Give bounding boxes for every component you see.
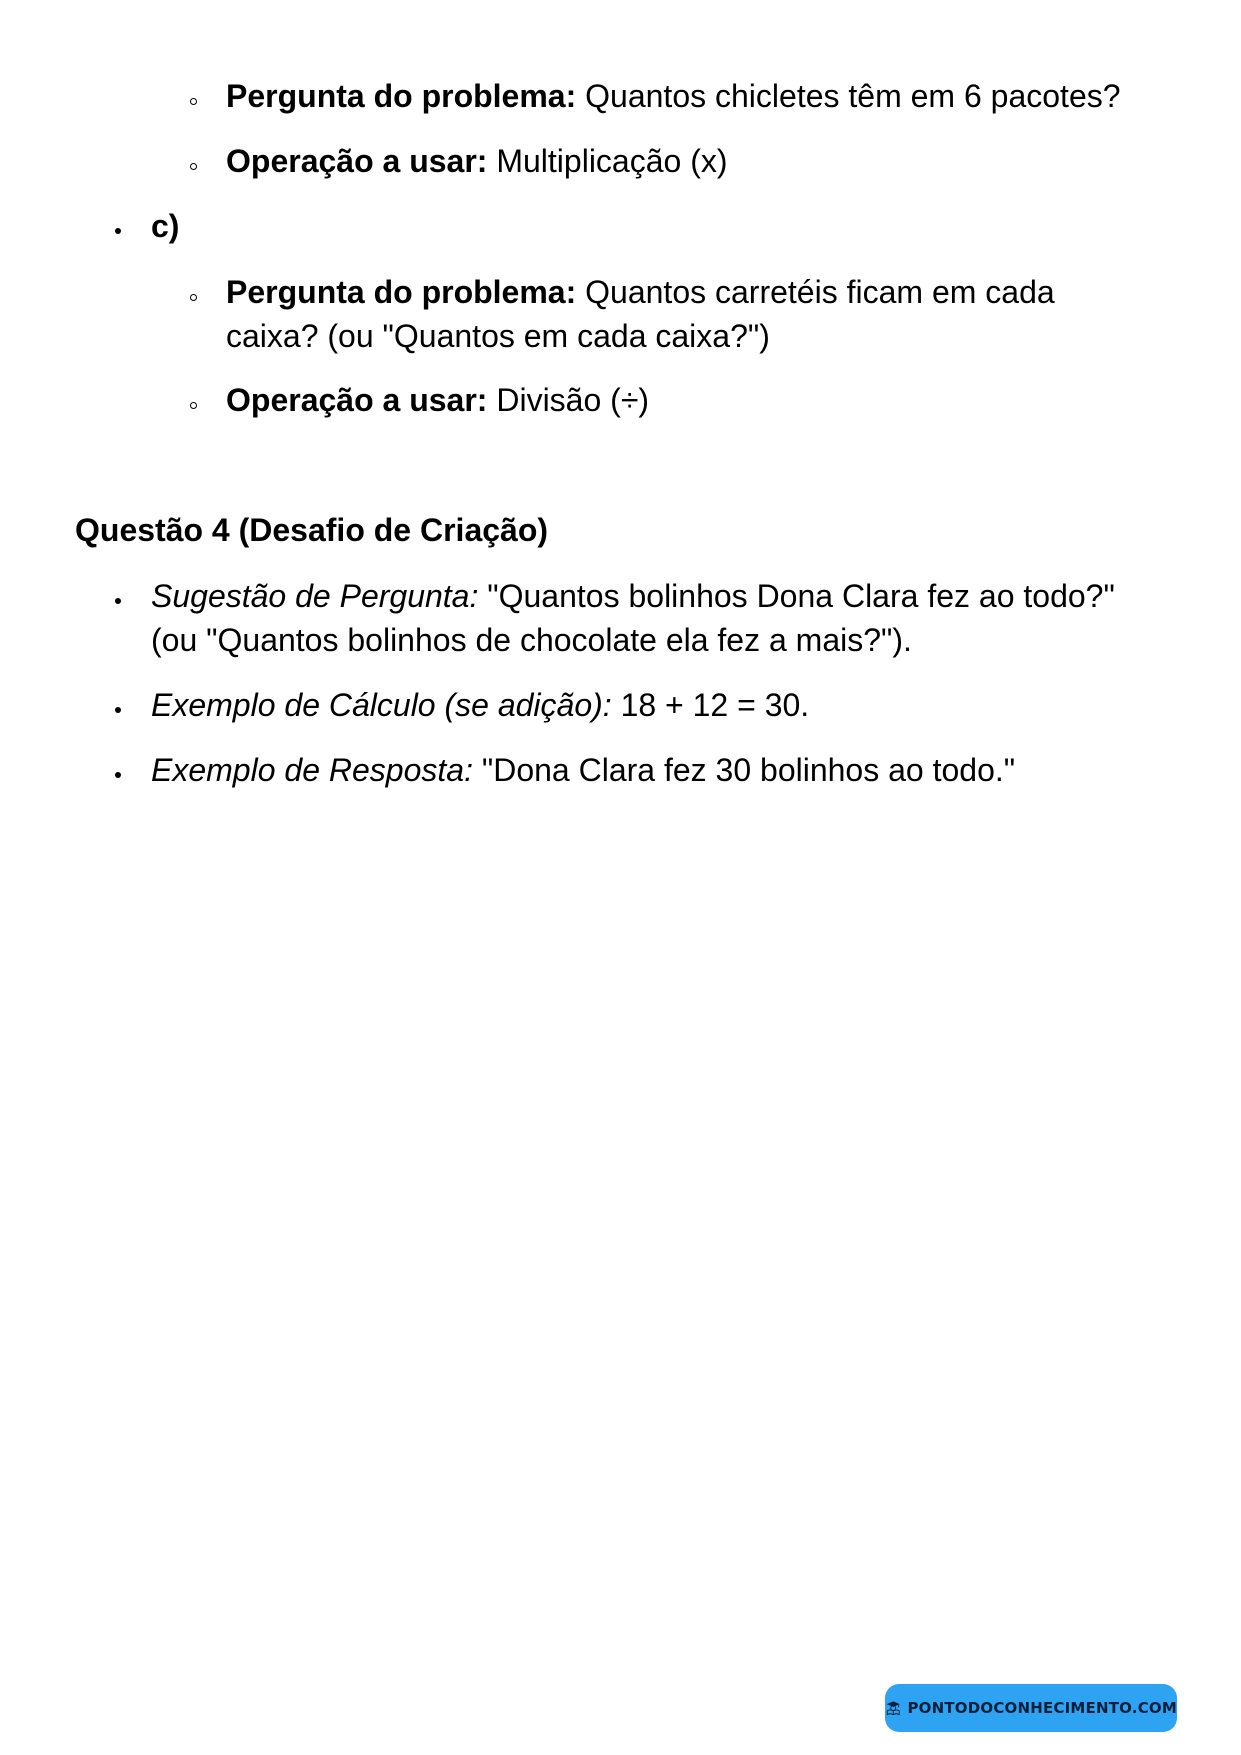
item-resposta [151, 748, 1015, 792]
operation-label: Operação a usar: [226, 143, 488, 179]
operation-text: Multiplicação (x) [487, 143, 728, 179]
sub-bullet-marker [190, 402, 197, 409]
sub-item-question-c-continued: caixa? (ou "Quantos em cada caixa?") [226, 318, 770, 354]
sub-item-question-c [226, 270, 1055, 314]
graduate-book-icon [885, 1693, 901, 1723]
question-label: Pergunta do problema: [226, 274, 577, 310]
sugestao-label: Sugestão de Pergunta: [151, 578, 479, 614]
question-label: Pergunta do problema: [226, 78, 577, 114]
item-c-label: c) [151, 208, 180, 244]
item-sugestao [151, 574, 1115, 618]
resposta-text: "Dona Clara fez 30 bolinhos ao todo." [472, 752, 1016, 788]
bullet-marker [115, 598, 121, 604]
sugestao-text: "Quantos bolinhos Dona Clara fez ao todo?" [478, 578, 1115, 614]
question-text: Quantos chicletes têm em 6 pacotes? [576, 78, 1121, 114]
sub-item-operation-c [226, 378, 649, 422]
item-sugestao-continued: (ou "Quantos bolinhos de chocolate ela fez a mais?"). [151, 622, 912, 658]
badge-text: PONTODOCONHECIMENTO.COM [907, 1699, 1177, 1717]
sub-item-operation-a [226, 139, 728, 183]
item-calculo [151, 683, 809, 727]
section-heading: Questão 4 (Desafio de Criação) [75, 512, 549, 548]
bullet-marker [115, 228, 121, 234]
operation-label: Operação a usar: [226, 382, 488, 418]
question-text: Quantos carretéis ficam em cada [576, 274, 1055, 310]
calculo-label: Exemplo de Cálculo (se adição): [151, 687, 612, 723]
calculo-text: 18 + 12 = 30. [611, 687, 810, 723]
site-badge-link[interactable] [885, 1684, 1177, 1732]
operation-text: Divisão (÷) [487, 382, 650, 418]
resposta-label: Exemplo de Resposta: [151, 752, 473, 788]
sub-bullet-marker [190, 98, 197, 105]
bullet-marker [115, 707, 121, 713]
sub-bullet-marker [190, 294, 197, 301]
bullet-marker [115, 772, 121, 778]
sub-bullet-marker [190, 163, 197, 170]
sub-item-question-a [226, 74, 1121, 118]
